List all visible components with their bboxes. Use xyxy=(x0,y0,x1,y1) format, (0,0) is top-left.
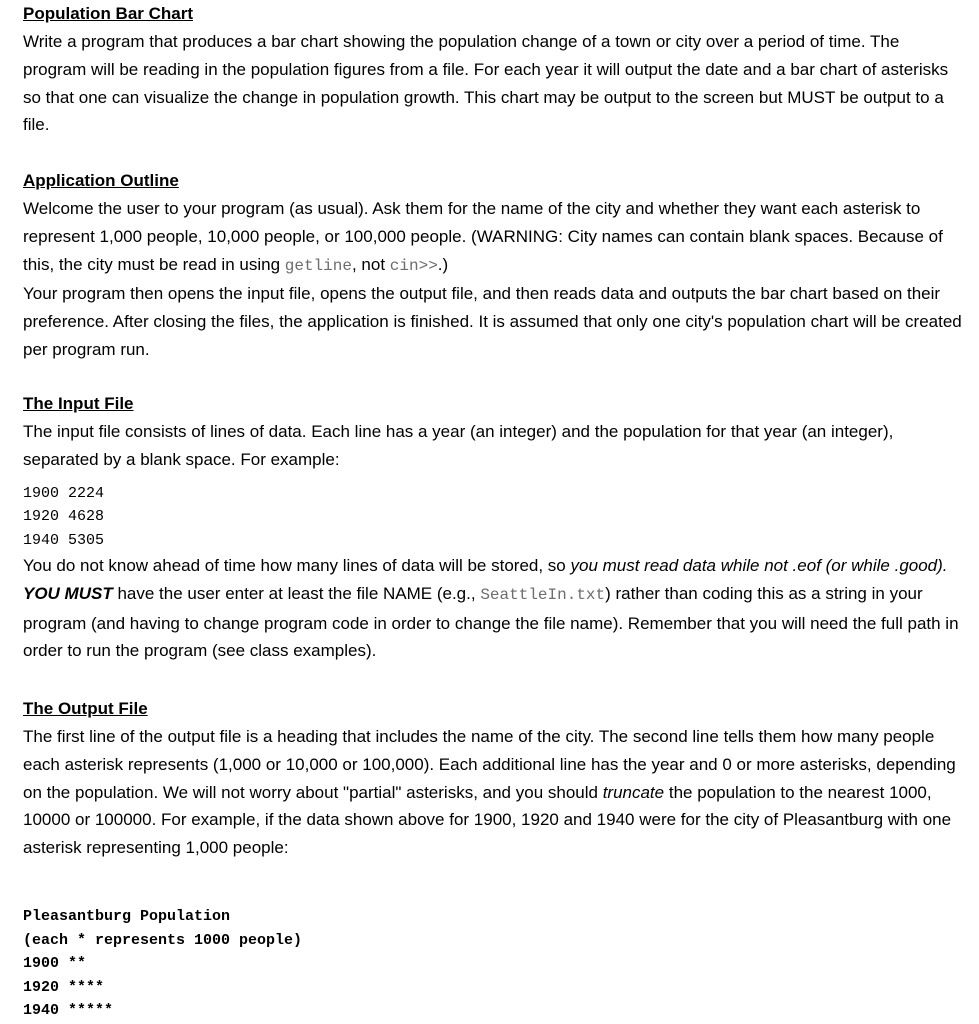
output-text-b: the population to the nearest 1000, 10000 or 100000. For example, if the data shown above for 1900, 1920 and 1940 were for the city of Pleasantburg with one asterisk representing 1,000 people: xyxy=(23,782,952,858)
sample-output-line: Pleasantburg Population xyxy=(23,908,231,925)
input-example-line: 1940 5305 xyxy=(23,531,105,549)
sample-output-line: 1920 **** xyxy=(23,978,105,996)
input-text-c: ) rather than coding this as a string in your program (and having to change program code in order to change the file name). Remember that you will need the full path in order to run the program (see class examples). xyxy=(23,583,959,661)
paragraph-input-file-description: The input file consists of lines of data. Each line has a year (an integer) and the population for that year (an integer), separated by a blank space. For example: xyxy=(23,422,894,469)
section-output-file xyxy=(23,695,963,862)
paragraph-outline-welcome xyxy=(23,195,963,280)
input-example-line: 1900 2224 xyxy=(23,484,105,502)
code-filename: SeattleIn.txt xyxy=(480,585,606,604)
code-cin: cin>> xyxy=(389,256,438,275)
sample-output-line: (each * represents 1000 people) xyxy=(23,931,303,949)
heading-output-file: The Output File xyxy=(23,699,148,718)
code-getline: getline xyxy=(284,256,352,275)
outline-text-c: .) xyxy=(437,254,449,274)
sample-output-block xyxy=(23,905,963,1023)
input-text-b: have the user enter at least the file NAME (e.g., xyxy=(112,583,481,603)
outline-text-b: , not xyxy=(351,254,390,274)
heading-input-file: The Input File xyxy=(23,394,134,413)
section-population-bar-chart xyxy=(23,0,963,139)
paragraph-output-file-description xyxy=(23,723,963,862)
section-application-outline xyxy=(23,167,963,364)
input-text-a: You do not know ahead of time how many lines of data will be stored, so xyxy=(23,556,571,576)
heading-application-outline: Application Outline xyxy=(23,171,179,190)
paragraph-input-file-reading xyxy=(23,552,963,665)
input-text-bold: YOU MUST xyxy=(23,583,113,603)
sample-output-line: 1900 ** xyxy=(23,955,87,972)
output-text-italic: truncate xyxy=(602,782,665,802)
sample-output-line: 1940 ***** xyxy=(23,1002,114,1019)
input-example-line: 1920 4628 xyxy=(23,508,105,526)
input-text-italic: you must read data while not .eof (or while .good). xyxy=(570,556,948,576)
section-input-file xyxy=(23,390,963,665)
paragraph-bar-chart-description: Write a program that produces a bar chart showing the population change of a town or city over a period of time. The program will be reading in the population figures from a file. For each year it will output the date and a bar chart of asterisks so that one can visualize the change in population growth. This chart may be output to the screen but MUST be output to a file. xyxy=(23,32,949,135)
output-text-a: The first line of the output file is a heading that includes the name of the city. The second line tells them how many people each asterisk represents (1,000 or 10,000 or 100,000). Each additional line has the year and 0 or more asterisks, depending on the population. We will not worry about "partial" asterisks, and you should xyxy=(23,727,956,802)
heading-population-bar-chart: Population Bar Chart xyxy=(23,4,194,23)
outline-text-a: Welcome the user to your program (as usual). Ask them for the name of the city and whether they want each asterisk to represent 1,000 people, 10,000 people, or 100,000 people. (WARNING: City names can contain blank spaces. Because of this, the city must be read in using xyxy=(23,199,943,274)
paragraph-outline-program-flow: Your program then opens the input file, opens the output file, and then reads data and outputs the bar chart based on their preference. After closing the files, the application is finished. It is assumed that only one city's population chart will be created per program run. xyxy=(23,284,962,359)
